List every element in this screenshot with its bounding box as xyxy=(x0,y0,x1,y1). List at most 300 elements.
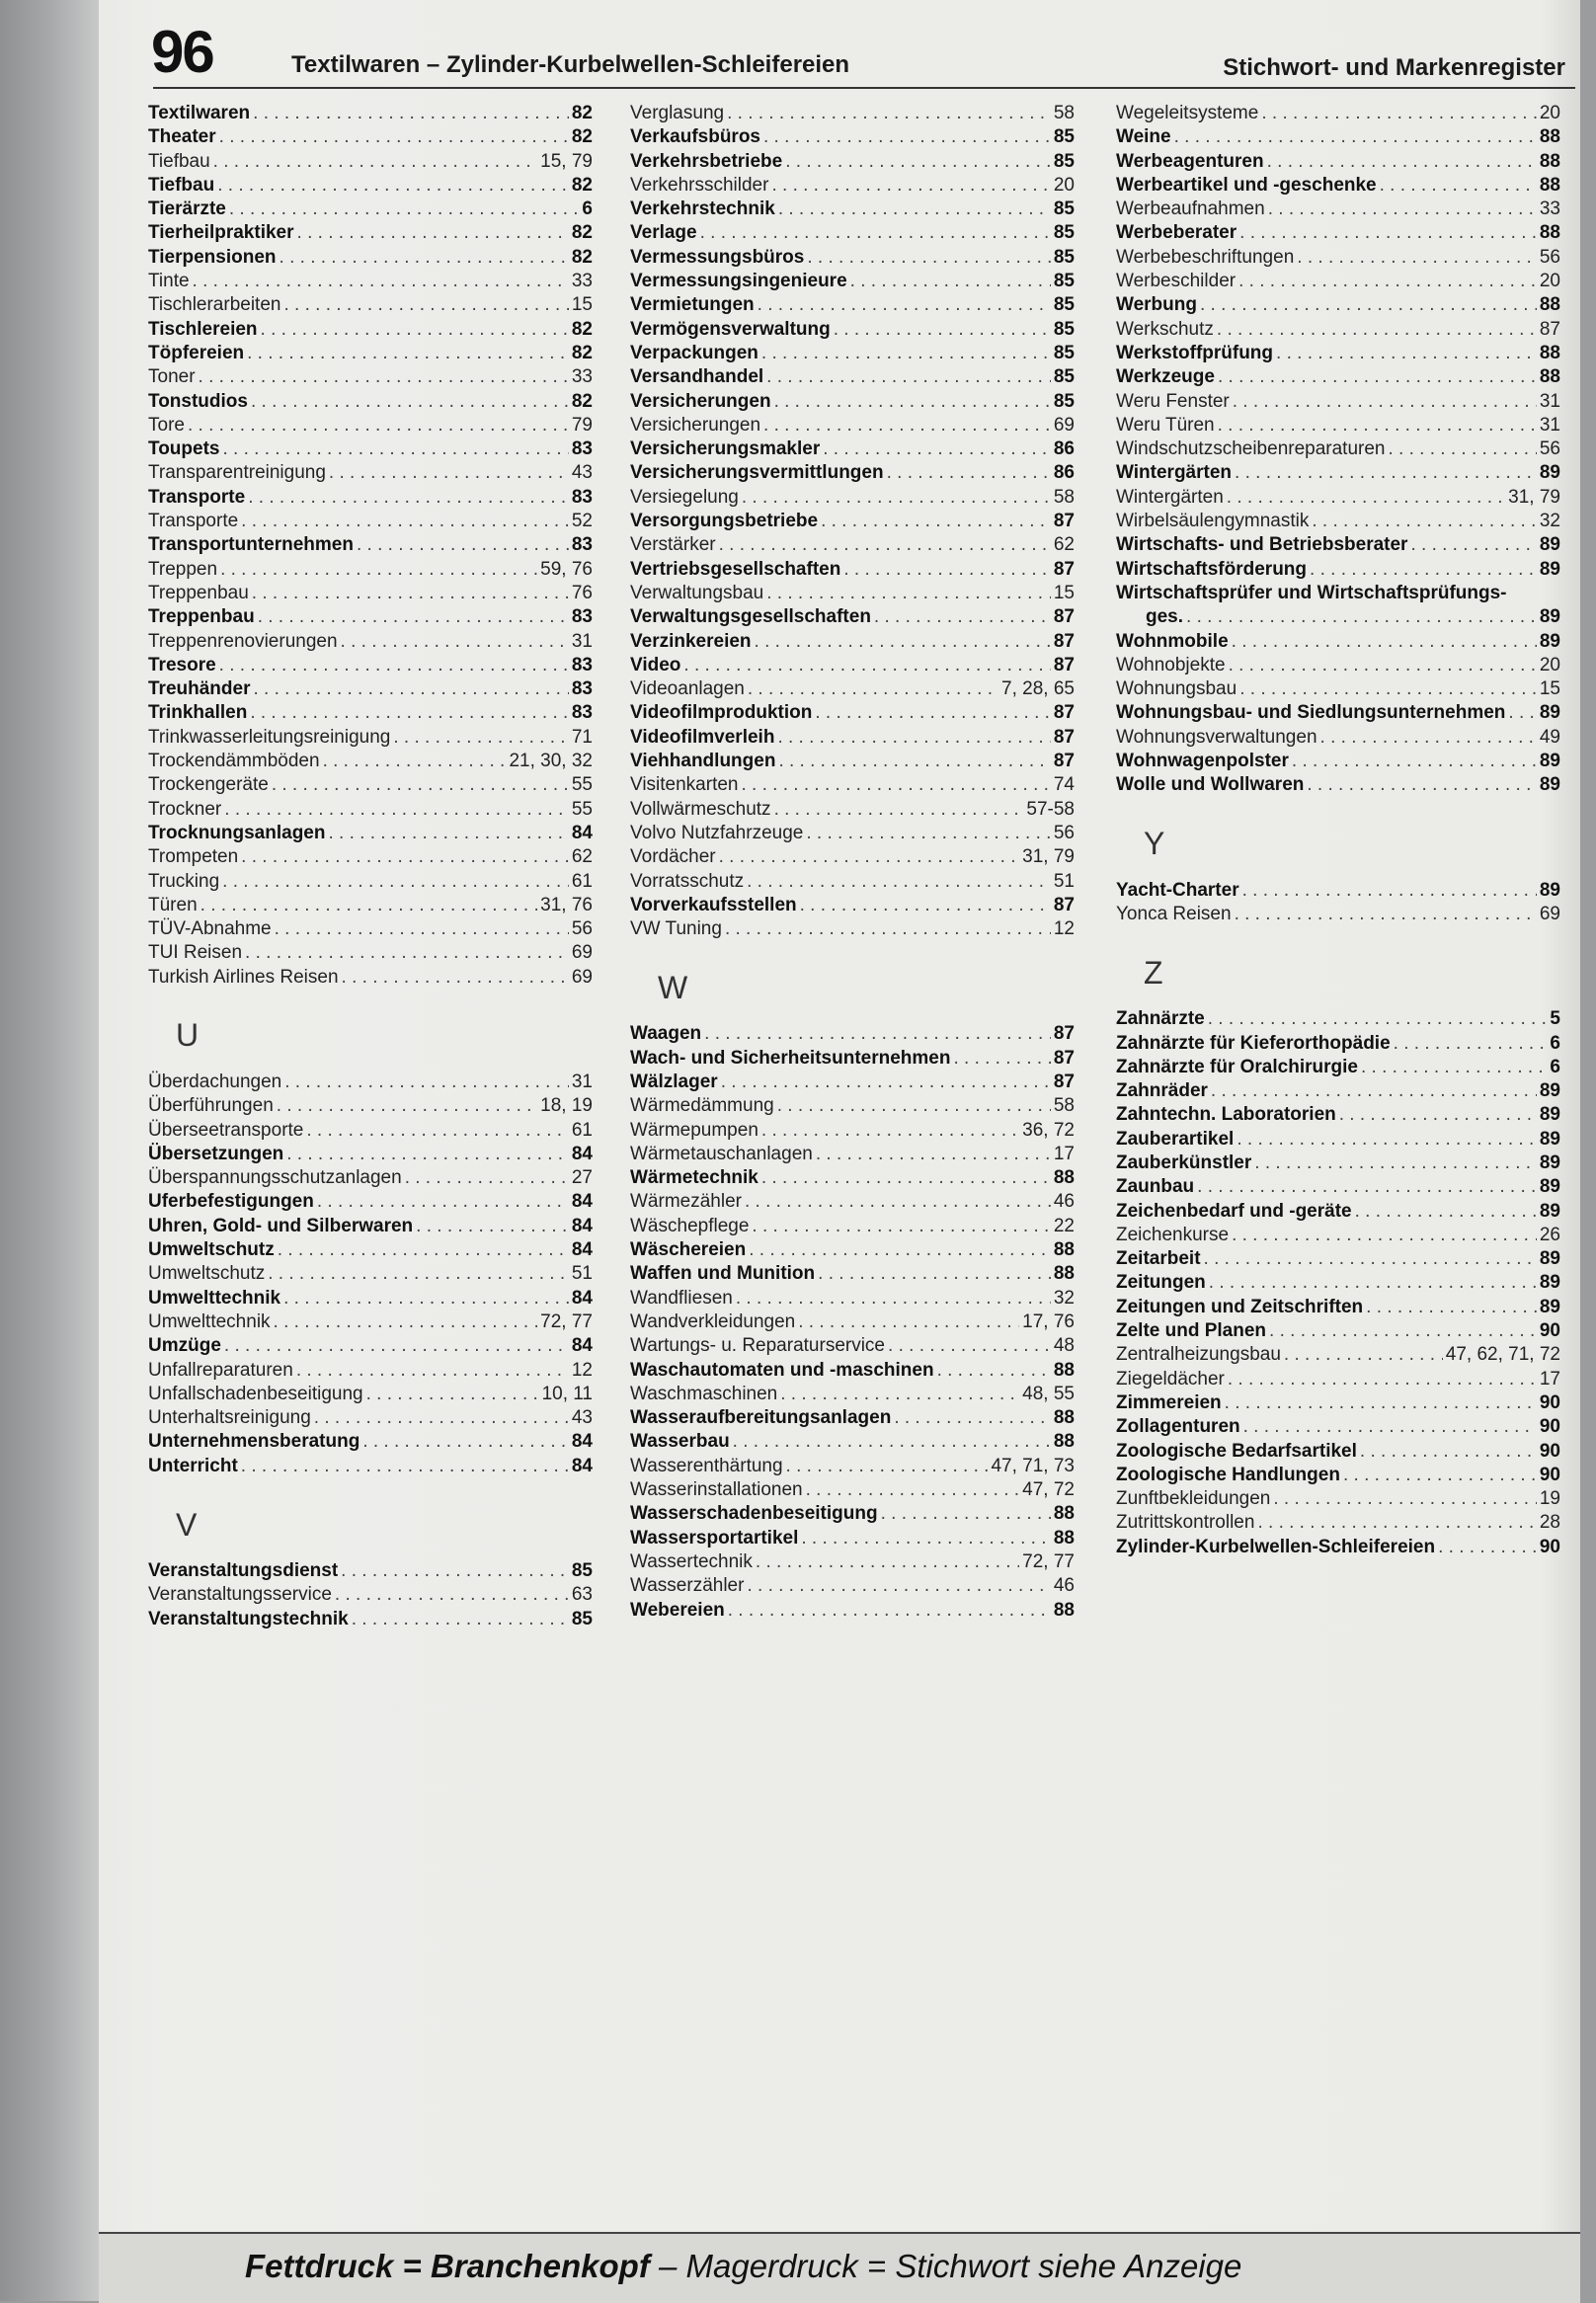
leader-dots xyxy=(261,319,569,341)
index-entry xyxy=(148,1263,593,1287)
entry-label: Wärmedämmung xyxy=(630,1095,774,1117)
leader-dots xyxy=(755,631,1051,653)
index-entry xyxy=(630,918,1075,942)
entry-page-ref: 84 xyxy=(571,1239,593,1261)
leader-dots xyxy=(253,103,569,124)
entry-page-ref: 43 xyxy=(571,462,593,484)
index-entry xyxy=(148,462,593,486)
entry-label: Wandverkleidungen xyxy=(630,1310,796,1332)
entry-label: Visitenkarten xyxy=(630,774,739,796)
index-entry xyxy=(148,487,593,511)
index-entry xyxy=(630,1120,1075,1144)
entry-label: Verlage xyxy=(630,222,697,244)
entry-label: Volvo Nutzfahrzeuge xyxy=(630,822,804,843)
index-entry xyxy=(630,606,1075,630)
entry-page-ref: 88 xyxy=(1053,1167,1075,1189)
leader-dots xyxy=(1261,103,1537,124)
entry-label: Werbeartikel und -geschenke xyxy=(1116,174,1377,196)
entry-label: Webereien xyxy=(630,1599,725,1621)
leader-dots xyxy=(342,967,569,989)
entry-page-ref: 83 xyxy=(571,534,593,556)
index-entry xyxy=(148,415,593,438)
index-entry xyxy=(148,175,593,199)
index-entry xyxy=(148,391,593,415)
index-entry xyxy=(630,511,1075,534)
entry-label: Wolle und Wollwaren xyxy=(1116,774,1305,796)
leader-dots xyxy=(275,918,569,940)
header-rule xyxy=(153,87,1575,89)
index-entry xyxy=(148,799,593,823)
entry-page-ref: 47, 71, 73 xyxy=(991,1455,1075,1476)
entry-page-ref: 72, 77 xyxy=(540,1310,593,1332)
leader-dots xyxy=(736,1288,1051,1310)
leader-dots xyxy=(1254,1152,1537,1174)
entry-label: Überdachungen xyxy=(148,1071,282,1092)
page-number: 96 xyxy=(151,19,213,85)
leader-dots xyxy=(761,1167,1051,1189)
leader-dots xyxy=(801,1528,1050,1549)
leader-dots xyxy=(1310,559,1537,581)
entry-page-ref: 89 xyxy=(1539,462,1560,484)
entry-page-ref: 15, 79 xyxy=(540,150,593,172)
entry-page-ref: 89 xyxy=(1539,774,1560,796)
entry-page-ref: 31 xyxy=(1539,390,1560,412)
leader-dots xyxy=(725,918,1051,940)
entry-page-ref: 20 xyxy=(1053,174,1075,196)
index-entry xyxy=(1116,175,1560,199)
leader-dots xyxy=(362,1431,569,1453)
entry-label: Überführungen xyxy=(148,1095,274,1117)
entry-label: Videofilmproduktion xyxy=(630,702,813,724)
entry-page-ref: 88 xyxy=(1053,1431,1075,1453)
entry-label: Vermessungsingenieure xyxy=(630,271,847,292)
leader-dots xyxy=(778,199,1051,220)
leader-dots xyxy=(766,366,1051,388)
index-entry xyxy=(630,1023,1075,1047)
entry-page-ref: 6 xyxy=(1550,1032,1560,1054)
entry-page-ref: 48, 55 xyxy=(1022,1383,1075,1404)
leader-dots xyxy=(1186,606,1537,628)
leader-dots xyxy=(766,583,1051,604)
leader-dots xyxy=(749,1239,1051,1261)
leader-dots xyxy=(821,511,1051,532)
index-entry xyxy=(148,366,593,390)
entry-page-ref: 84 xyxy=(571,1431,593,1453)
index-entry xyxy=(630,871,1075,895)
index-entry xyxy=(630,1360,1075,1384)
entry-page-ref: 32 xyxy=(1539,511,1560,532)
leader-dots xyxy=(1307,774,1536,796)
leader-dots xyxy=(1257,1512,1536,1534)
entry-page-ref: 84 xyxy=(571,1455,593,1476)
leader-dots xyxy=(258,606,569,628)
leader-dots xyxy=(727,103,1051,124)
binding-edge xyxy=(0,0,99,2301)
entry-label: Videofilmverleih xyxy=(630,726,775,748)
entry-label: Wach- und Sicherheitsunternehmen xyxy=(630,1047,951,1069)
entry-label: Zentralheizungsbau xyxy=(1116,1344,1281,1366)
entry-page-ref: 62 xyxy=(571,846,593,868)
leader-dots xyxy=(405,1167,569,1189)
entry-page-ref: 89 xyxy=(1539,1080,1560,1102)
entry-page-ref: 89 xyxy=(1539,558,1560,580)
index-entry xyxy=(1116,247,1560,271)
entry-page-ref: 85 xyxy=(1053,199,1075,220)
index-entry xyxy=(148,1456,593,1479)
entry-label: Wohnmobile xyxy=(1116,630,1229,652)
leader-dots xyxy=(806,1479,1020,1501)
index-entry xyxy=(148,727,593,751)
entry-page-ref: 56 xyxy=(1053,822,1075,843)
index-entry xyxy=(630,774,1075,798)
leader-dots xyxy=(1232,1225,1537,1246)
leader-dots xyxy=(1238,271,1537,292)
entry-page-ref: 85 xyxy=(1053,390,1075,412)
entry-label: Wasseraufbereitungsanlagen xyxy=(630,1407,892,1429)
entry-page-ref: 86 xyxy=(1053,462,1075,484)
index-entry xyxy=(630,1144,1075,1167)
entry-label: Zimmereien xyxy=(1116,1391,1222,1413)
entry-label: Toupets xyxy=(148,438,220,460)
entry-page-ref: 76 xyxy=(571,582,593,603)
entry-page-ref: 17 xyxy=(1539,1368,1560,1390)
entry-page-ref: 6 xyxy=(582,199,593,220)
entry-page-ref: 55 xyxy=(571,774,593,796)
entry-label: Verkehrsbetriebe xyxy=(630,150,783,172)
leader-dots xyxy=(1218,366,1537,388)
leader-dots xyxy=(1225,1392,1537,1414)
entry-page-ref: 84 xyxy=(571,822,593,843)
entry-page-ref: 83 xyxy=(571,486,593,508)
entry-label: Wohnungsverwaltungen xyxy=(1116,726,1317,748)
entry-label: Trockengeräte xyxy=(148,774,269,796)
index-entry xyxy=(1116,438,1560,462)
index-entry xyxy=(630,631,1075,655)
leader-dots xyxy=(314,1407,569,1429)
entry-page-ref: 90 xyxy=(1539,1320,1560,1342)
index-entry xyxy=(630,1072,1075,1095)
index-entry xyxy=(148,534,593,558)
entry-label: Verstärker xyxy=(630,534,716,556)
index-entry xyxy=(630,678,1075,702)
index-entry xyxy=(1116,415,1560,438)
index-letter-heading: W xyxy=(658,969,688,1005)
entry-page-ref: 87 xyxy=(1053,702,1075,724)
entry-page-ref: 12 xyxy=(1053,918,1075,940)
index-entry xyxy=(630,294,1075,318)
leader-dots xyxy=(1276,343,1537,364)
entry-page-ref: 89 xyxy=(1539,534,1560,556)
entry-label: Tierärzte xyxy=(148,199,226,220)
index-entry xyxy=(148,1335,593,1359)
leader-dots xyxy=(297,222,569,244)
leader-dots xyxy=(250,702,569,724)
entry-page-ref: 84 xyxy=(571,1143,593,1164)
index-entry xyxy=(148,918,593,942)
entry-page-ref: 84 xyxy=(571,1191,593,1213)
entry-page-ref: 89 xyxy=(1539,1200,1560,1222)
entry-label: Übersetzungen xyxy=(148,1143,284,1164)
leader-dots xyxy=(747,1575,1050,1597)
leader-dots xyxy=(1361,1057,1547,1078)
entry-label: Yonca Reisen xyxy=(1116,903,1232,924)
leader-dots xyxy=(220,559,537,581)
entry-label: Vorverkaufsstellen xyxy=(630,894,797,915)
entry-label: Verglasung xyxy=(630,103,725,123)
index-column-2 xyxy=(630,103,1075,1624)
index-letter-heading: V xyxy=(176,1506,198,1543)
leader-dots xyxy=(247,343,569,364)
index-entry xyxy=(148,1216,593,1239)
entry-label: Versiegelung xyxy=(630,486,739,508)
entry-label: Überseetransporte xyxy=(148,1119,304,1141)
entry-label: Versandhandel xyxy=(630,366,764,388)
entry-page-ref: 89 xyxy=(1539,1176,1560,1198)
entry-label: Wasserenthärtung xyxy=(630,1455,783,1476)
index-entry xyxy=(630,343,1075,366)
index-entry xyxy=(148,1407,593,1431)
entry-page-ref: 31, 79 xyxy=(1508,486,1560,508)
entry-label: Veranstaltungsdienst xyxy=(148,1560,339,1582)
entry-page-ref: 84 xyxy=(571,1287,593,1309)
entry-page-ref: 86 xyxy=(1053,438,1075,460)
index-entry xyxy=(630,751,1075,774)
leader-dots xyxy=(780,1384,1019,1405)
leader-dots xyxy=(1243,1416,1537,1438)
entry-page-ref: 89 xyxy=(1539,702,1560,724)
leader-dots xyxy=(728,1600,1051,1622)
entry-page-ref: 61 xyxy=(571,1119,593,1141)
entry-label: Trinkwasserleitungsreinigung xyxy=(148,726,391,748)
entry-page-ref: 87 xyxy=(1053,1023,1075,1045)
index-entry xyxy=(1116,1080,1560,1104)
leader-dots xyxy=(278,1239,569,1261)
leader-dots xyxy=(888,1335,1051,1357)
entry-page-ref: 90 xyxy=(1539,1391,1560,1413)
entry-label: Zeitungen xyxy=(1116,1272,1206,1294)
entry-label: Wäschereien xyxy=(630,1239,747,1261)
entry-label: Tore xyxy=(148,414,185,436)
leader-dots xyxy=(1410,534,1536,556)
entry-page-ref: 47, 72 xyxy=(1022,1479,1075,1501)
entry-page-ref: 72, 77 xyxy=(1022,1550,1075,1572)
entry-page-ref: 85 xyxy=(1053,271,1075,292)
index-entry xyxy=(1116,702,1560,726)
entry-label: Töpfereien xyxy=(148,342,245,363)
entry-label-continued: ges. xyxy=(1146,606,1184,628)
index-entry xyxy=(1116,1441,1560,1465)
entry-label: Vordächer xyxy=(630,846,716,868)
entry-page-ref: 15 xyxy=(1053,582,1075,603)
index-entry xyxy=(1116,1344,1560,1368)
leader-dots xyxy=(756,1551,1019,1573)
legend-footer xyxy=(99,2232,1580,2303)
leader-dots xyxy=(700,222,1051,244)
entry-label: Wandfliesen xyxy=(630,1287,733,1309)
index-entry xyxy=(630,1239,1075,1263)
entry-label: Verkehrstechnik xyxy=(630,199,775,220)
entry-label: Vertriebsgesellschaften xyxy=(630,558,841,580)
index-entry xyxy=(1116,391,1560,415)
leader-dots xyxy=(366,1384,539,1405)
entry-label: Verkaufsbüros xyxy=(630,126,760,148)
index-entry xyxy=(630,846,1075,870)
index-entry xyxy=(630,271,1075,294)
entry-page-ref: 82 xyxy=(571,318,593,340)
entry-page-ref: 88 xyxy=(1539,294,1560,316)
index-entry xyxy=(148,1311,593,1335)
entry-page-ref: 87 xyxy=(1053,654,1075,675)
entry-label: Vermögensverwaltung xyxy=(630,318,831,340)
index-entry xyxy=(630,1600,1075,1624)
leader-dots xyxy=(245,942,569,964)
leader-dots xyxy=(188,415,569,437)
entry-label: Umwelttechnik xyxy=(148,1310,271,1332)
index-entry xyxy=(630,655,1075,678)
index-entry xyxy=(148,606,593,630)
leader-dots xyxy=(1273,1488,1537,1510)
index-entry xyxy=(1116,1152,1560,1176)
entry-label: Verwaltungsgesellschaften xyxy=(630,606,871,628)
entry-page-ref: 31 xyxy=(1539,414,1560,436)
entry-label: Wirtschaftsprüfer und Wirtschaftsprüfungs- xyxy=(1116,582,1507,603)
entry-page-ref: 47, 62, 71, 72 xyxy=(1445,1344,1560,1366)
entry-page-ref: 36, 72 xyxy=(1022,1119,1075,1141)
entry-label: Vollwärmeschutz xyxy=(630,798,771,820)
index-entry xyxy=(1116,1129,1560,1152)
leader-dots xyxy=(683,655,1050,676)
entry-label: Wohnungsbau- und Siedlungsunternehmen xyxy=(1116,702,1506,724)
entry-page-ref: 79 xyxy=(571,414,593,436)
entry-page-ref: 20 xyxy=(1539,271,1560,292)
entry-label: Uferbefestigungen xyxy=(148,1191,314,1213)
entry-label: Zaunbau xyxy=(1116,1176,1195,1198)
index-entry xyxy=(1116,904,1560,927)
index-entry xyxy=(630,799,1075,823)
entry-label: Tiefbau xyxy=(148,174,215,196)
entry-label: Wärmezähler xyxy=(630,1191,742,1213)
index-entry xyxy=(148,942,593,966)
entry-label: Wohnwagenpolster xyxy=(1116,751,1289,772)
entry-label: Trockner xyxy=(148,798,222,820)
index-entry xyxy=(148,702,593,726)
entry-page-ref: 88 xyxy=(1539,126,1560,148)
index-entry xyxy=(148,559,593,583)
index-entry xyxy=(1116,1297,1560,1320)
entry-label: TUI Reisen xyxy=(148,942,243,964)
entry-label: Waagen xyxy=(630,1023,702,1045)
entry-label: Veranstaltungstechnik xyxy=(148,1608,349,1629)
entry-label: Versicherungsvermittlungen xyxy=(630,462,884,484)
entry-page-ref: 69 xyxy=(1053,414,1075,436)
entry-label: Textilwaren xyxy=(148,103,251,123)
index-entry xyxy=(1116,534,1560,558)
leader-dots xyxy=(274,1311,538,1333)
entry-page-ref: 88 xyxy=(1539,222,1560,244)
index-entry xyxy=(1116,343,1560,366)
leader-dots xyxy=(277,1095,537,1117)
index-entry xyxy=(630,247,1075,271)
entry-page-ref: 82 xyxy=(571,246,593,268)
entry-label: Werbung xyxy=(1116,294,1197,316)
entry-page-ref: 61 xyxy=(571,870,593,892)
entry-page-ref: 43 xyxy=(571,1407,593,1429)
index-entry xyxy=(1116,1008,1560,1032)
index-entry xyxy=(1116,1033,1560,1057)
entry-label: Weru Türen xyxy=(1116,414,1215,436)
entry-label: Zoologische Handlungen xyxy=(1116,1464,1340,1485)
leader-dots xyxy=(252,583,569,604)
leader-dots xyxy=(1218,415,1537,437)
leader-dots xyxy=(222,871,569,893)
leader-dots xyxy=(761,1120,1019,1142)
entry-label: Überspannungsschutzanlagen xyxy=(148,1167,402,1189)
index-entry xyxy=(630,126,1075,150)
entry-label: Transporte xyxy=(148,511,239,532)
index-entry xyxy=(148,751,593,774)
entry-page-ref: 89 xyxy=(1539,606,1560,628)
entry-label: Weru Fenster xyxy=(1116,390,1230,412)
index-entry xyxy=(630,1407,1075,1431)
index-entry xyxy=(1116,1272,1560,1296)
index-entry xyxy=(1116,366,1560,390)
index-entry xyxy=(1116,774,1560,798)
entry-page-ref: 19 xyxy=(1539,1488,1560,1510)
entry-page-ref: 88 xyxy=(1539,366,1560,388)
leader-dots xyxy=(763,126,1051,148)
index-entry xyxy=(1116,126,1560,150)
index-entry xyxy=(630,1575,1075,1599)
index-entry xyxy=(1116,1488,1560,1512)
index-entry xyxy=(148,199,593,222)
leader-dots xyxy=(1269,1320,1537,1342)
index-entry xyxy=(1116,1201,1560,1225)
index-entry xyxy=(148,271,593,294)
entry-page-ref: 87 xyxy=(1053,630,1075,652)
index-entry xyxy=(148,967,593,991)
entry-page-ref: 69 xyxy=(1539,903,1560,924)
entry-label: Ziegeldächer xyxy=(1116,1368,1225,1390)
entry-page-ref: 87 xyxy=(1053,558,1075,580)
entry-label: Wartungs- u. Reparaturservice xyxy=(630,1335,886,1357)
index-entry xyxy=(148,1167,593,1191)
index-entry xyxy=(1116,271,1560,294)
entry-label: Zelte und Planen xyxy=(1116,1320,1267,1342)
entry-page-ref: 82 xyxy=(571,174,593,196)
entry-page-ref: 58 xyxy=(1053,103,1075,123)
index-entry xyxy=(148,678,593,702)
entry-page-ref: 82 xyxy=(571,222,593,244)
entry-page-ref: 15 xyxy=(1539,678,1560,700)
leader-dots xyxy=(279,247,569,269)
entry-label: Zutrittskontrollen xyxy=(1116,1512,1255,1534)
index-entry xyxy=(630,319,1075,343)
index-entry xyxy=(148,1560,593,1584)
leader-dots xyxy=(733,1431,1051,1453)
entry-page-ref: 56 xyxy=(571,918,593,940)
entry-label: Unfallschadenbeseitigung xyxy=(148,1383,363,1404)
leader-dots xyxy=(241,1456,569,1477)
leader-dots xyxy=(763,415,1051,437)
legend-bold-meaning: Branchenkopf xyxy=(430,2248,650,2284)
index-entry xyxy=(630,199,1075,222)
entry-page-ref: 85 xyxy=(1053,126,1075,148)
leader-dots xyxy=(815,702,1050,724)
leader-dots xyxy=(283,1288,569,1310)
entry-page-ref: 21, 30, 32 xyxy=(509,751,593,772)
entry-label: Videoanlagen xyxy=(630,678,745,700)
index-entry xyxy=(630,438,1075,462)
